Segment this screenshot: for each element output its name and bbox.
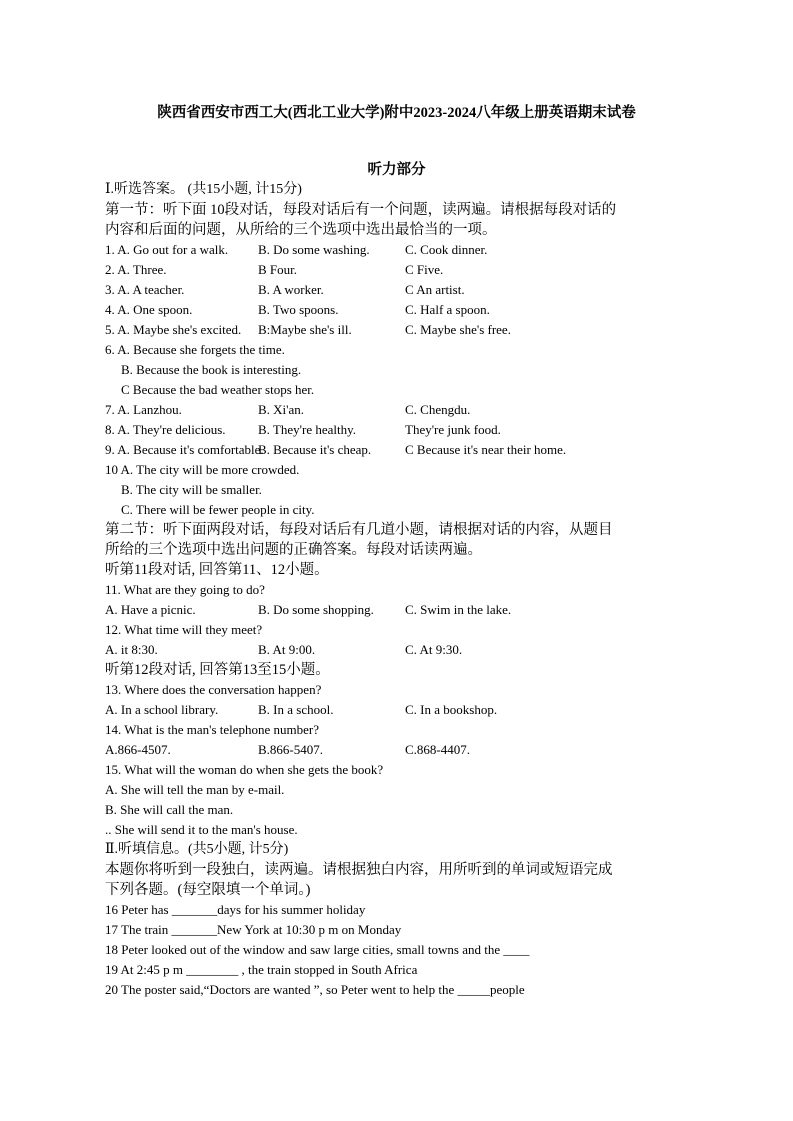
option-b: B. A worker. <box>258 282 324 297</box>
option-b: B. Two spoons. <box>258 302 339 317</box>
question-options-line <box>105 640 690 660</box>
instruction-line: 下列各题。(每空限填一个单词。) <box>105 882 311 898</box>
option-c: C. Chengdu. <box>405 402 471 417</box>
question-line: 14. What is the man's telephone number? <box>105 722 320 737</box>
question-line: 13. Where does the conversation happen? <box>105 682 322 697</box>
part-heading: Ⅱ.听填信息。(共5小题, 计5分) <box>105 842 289 857</box>
option-c: They're junk food. <box>405 422 501 437</box>
instruction-line: 第二节：听下面两段对话，每段对话后有几道小题，请根据对话的内容，从题目 <box>105 522 613 538</box>
option-line: B. Because the book is interesting. <box>121 362 302 377</box>
option-c: C.868-4407. <box>405 742 470 757</box>
instruction-line: 第一节：听下面 10段对话，每段对话后有一个问题，读两遍。请根据每段对话的 <box>105 202 617 218</box>
option-b: B. Xi'an. <box>258 402 305 417</box>
question-line: B. She will call the man. <box>105 802 234 817</box>
question-line: 11. What are they going to do? <box>105 582 265 597</box>
option-a: 3. A. A teacher. <box>105 282 185 297</box>
option-a: 8. A. They're delicious. <box>105 422 226 437</box>
option-a: A. Have a picnic. <box>105 602 196 617</box>
option-b: B.866-5407. <box>258 742 323 757</box>
option-a: 2. A. Three. <box>105 262 167 277</box>
question-line: 18 Peter looked out of the window and saw large cities, small towns and the ____ <box>105 942 530 957</box>
instruction-line: 听第11段对话, 回答第11、12小题。 <box>105 562 329 578</box>
page-title: 陕西省西安市西工大(西北工业大学)附中2023-2024八年级上册英语期末试卷 <box>157 105 636 121</box>
question-list <box>105 180 690 1000</box>
question-line: A. She will tell the man by e-mail. <box>105 782 285 797</box>
question-options-line <box>105 700 690 720</box>
option-a: 9. A. Because it's comfortable. <box>105 442 264 457</box>
question-options-line <box>105 280 690 300</box>
option-a: A.866-4507. <box>105 742 171 757</box>
question-line: 12. What time will they meet? <box>105 622 263 637</box>
option-a: A. it 8:30. <box>105 642 158 657</box>
option-a: 4. A. One spoon. <box>105 302 193 317</box>
option-line: B. The city will be smaller. <box>121 482 262 497</box>
option-b: B:Maybe she's ill. <box>258 322 352 337</box>
question-line: 10 A. The city will be more crowded. <box>105 462 300 477</box>
question-options-line <box>105 420 690 440</box>
option-b: B. At 9:00. <box>258 642 316 657</box>
instruction-line: 听第12段对话, 回答第13至15小题。 <box>105 662 330 678</box>
instruction-line: 内容和后面的问题，从所给的三个选项中选出最恰当的一项。 <box>105 222 497 238</box>
option-line: C Because the bad weather stops her. <box>121 382 315 397</box>
question-options-line <box>105 320 690 340</box>
option-c: C Because it's near their home. <box>405 442 567 457</box>
option-c: C Five. <box>405 262 444 277</box>
question-options-line <box>105 300 690 320</box>
part-heading: Ⅰ.听选答案。 (共15小题, 计15分) <box>105 182 302 197</box>
option-a: A. In a school library. <box>105 702 219 717</box>
instruction-line: 所给的三个选项中选出问题的正确答案。每段对话读两遍。 <box>105 542 482 558</box>
question-line: .. She will send it to the man's house. <box>105 822 298 837</box>
question-options-line <box>105 440 690 460</box>
question-line: 20 The poster said,“Doctors are wanted ”, so Peter went to help the _____people <box>105 982 525 997</box>
option-c: C. Half a spoon. <box>405 302 490 317</box>
option-line: C. There will be fewer people in city. <box>121 502 315 517</box>
section-title: 听力部分 <box>367 162 426 178</box>
option-c: C. Swim in the lake. <box>405 602 512 617</box>
option-a: 5. A. Maybe she's excited. <box>105 322 242 337</box>
question-line: 16 Peter has _______days for his summer holiday <box>105 902 366 917</box>
option-c: C. In a bookshop. <box>405 702 498 717</box>
option-b: B. Because it's cheap. <box>258 442 372 457</box>
option-b: B. In a school. <box>258 702 334 717</box>
question-options-line <box>105 740 690 760</box>
option-c: C An artist. <box>405 282 465 297</box>
question-options-line <box>105 600 690 620</box>
option-a: 7. A. Lanzhou. <box>105 402 182 417</box>
option-c: C. Maybe she's free. <box>405 322 511 337</box>
option-b: B. Do some washing. <box>258 242 370 257</box>
option-b: B. Do some shopping. <box>258 602 374 617</box>
instruction-line: 本题你将听到一段独白，读两遍。请根据独白内容，用所听到的单词或短语完成 <box>105 862 613 878</box>
question-options-line <box>105 260 690 280</box>
question-line: 17 The train _______New York at 10:30 p m on Monday <box>105 922 402 937</box>
question-line: 19 At 2:45 p m ________ , the train stopped in South Africa <box>105 962 418 977</box>
option-b: B. They're healthy. <box>258 422 357 437</box>
option-a: 1. A. Go out for a walk. <box>105 242 229 257</box>
question-options-line <box>105 400 690 420</box>
question-line: 6. A. Because she forgets the time. <box>105 342 285 357</box>
option-c: C. At 9:30. <box>405 642 463 657</box>
question-options-line <box>105 240 690 260</box>
option-c: C. Cook dinner. <box>405 242 488 257</box>
option-b: B Four. <box>258 262 298 277</box>
question-line: 15. What will the woman do when she gets the book? <box>105 762 384 777</box>
